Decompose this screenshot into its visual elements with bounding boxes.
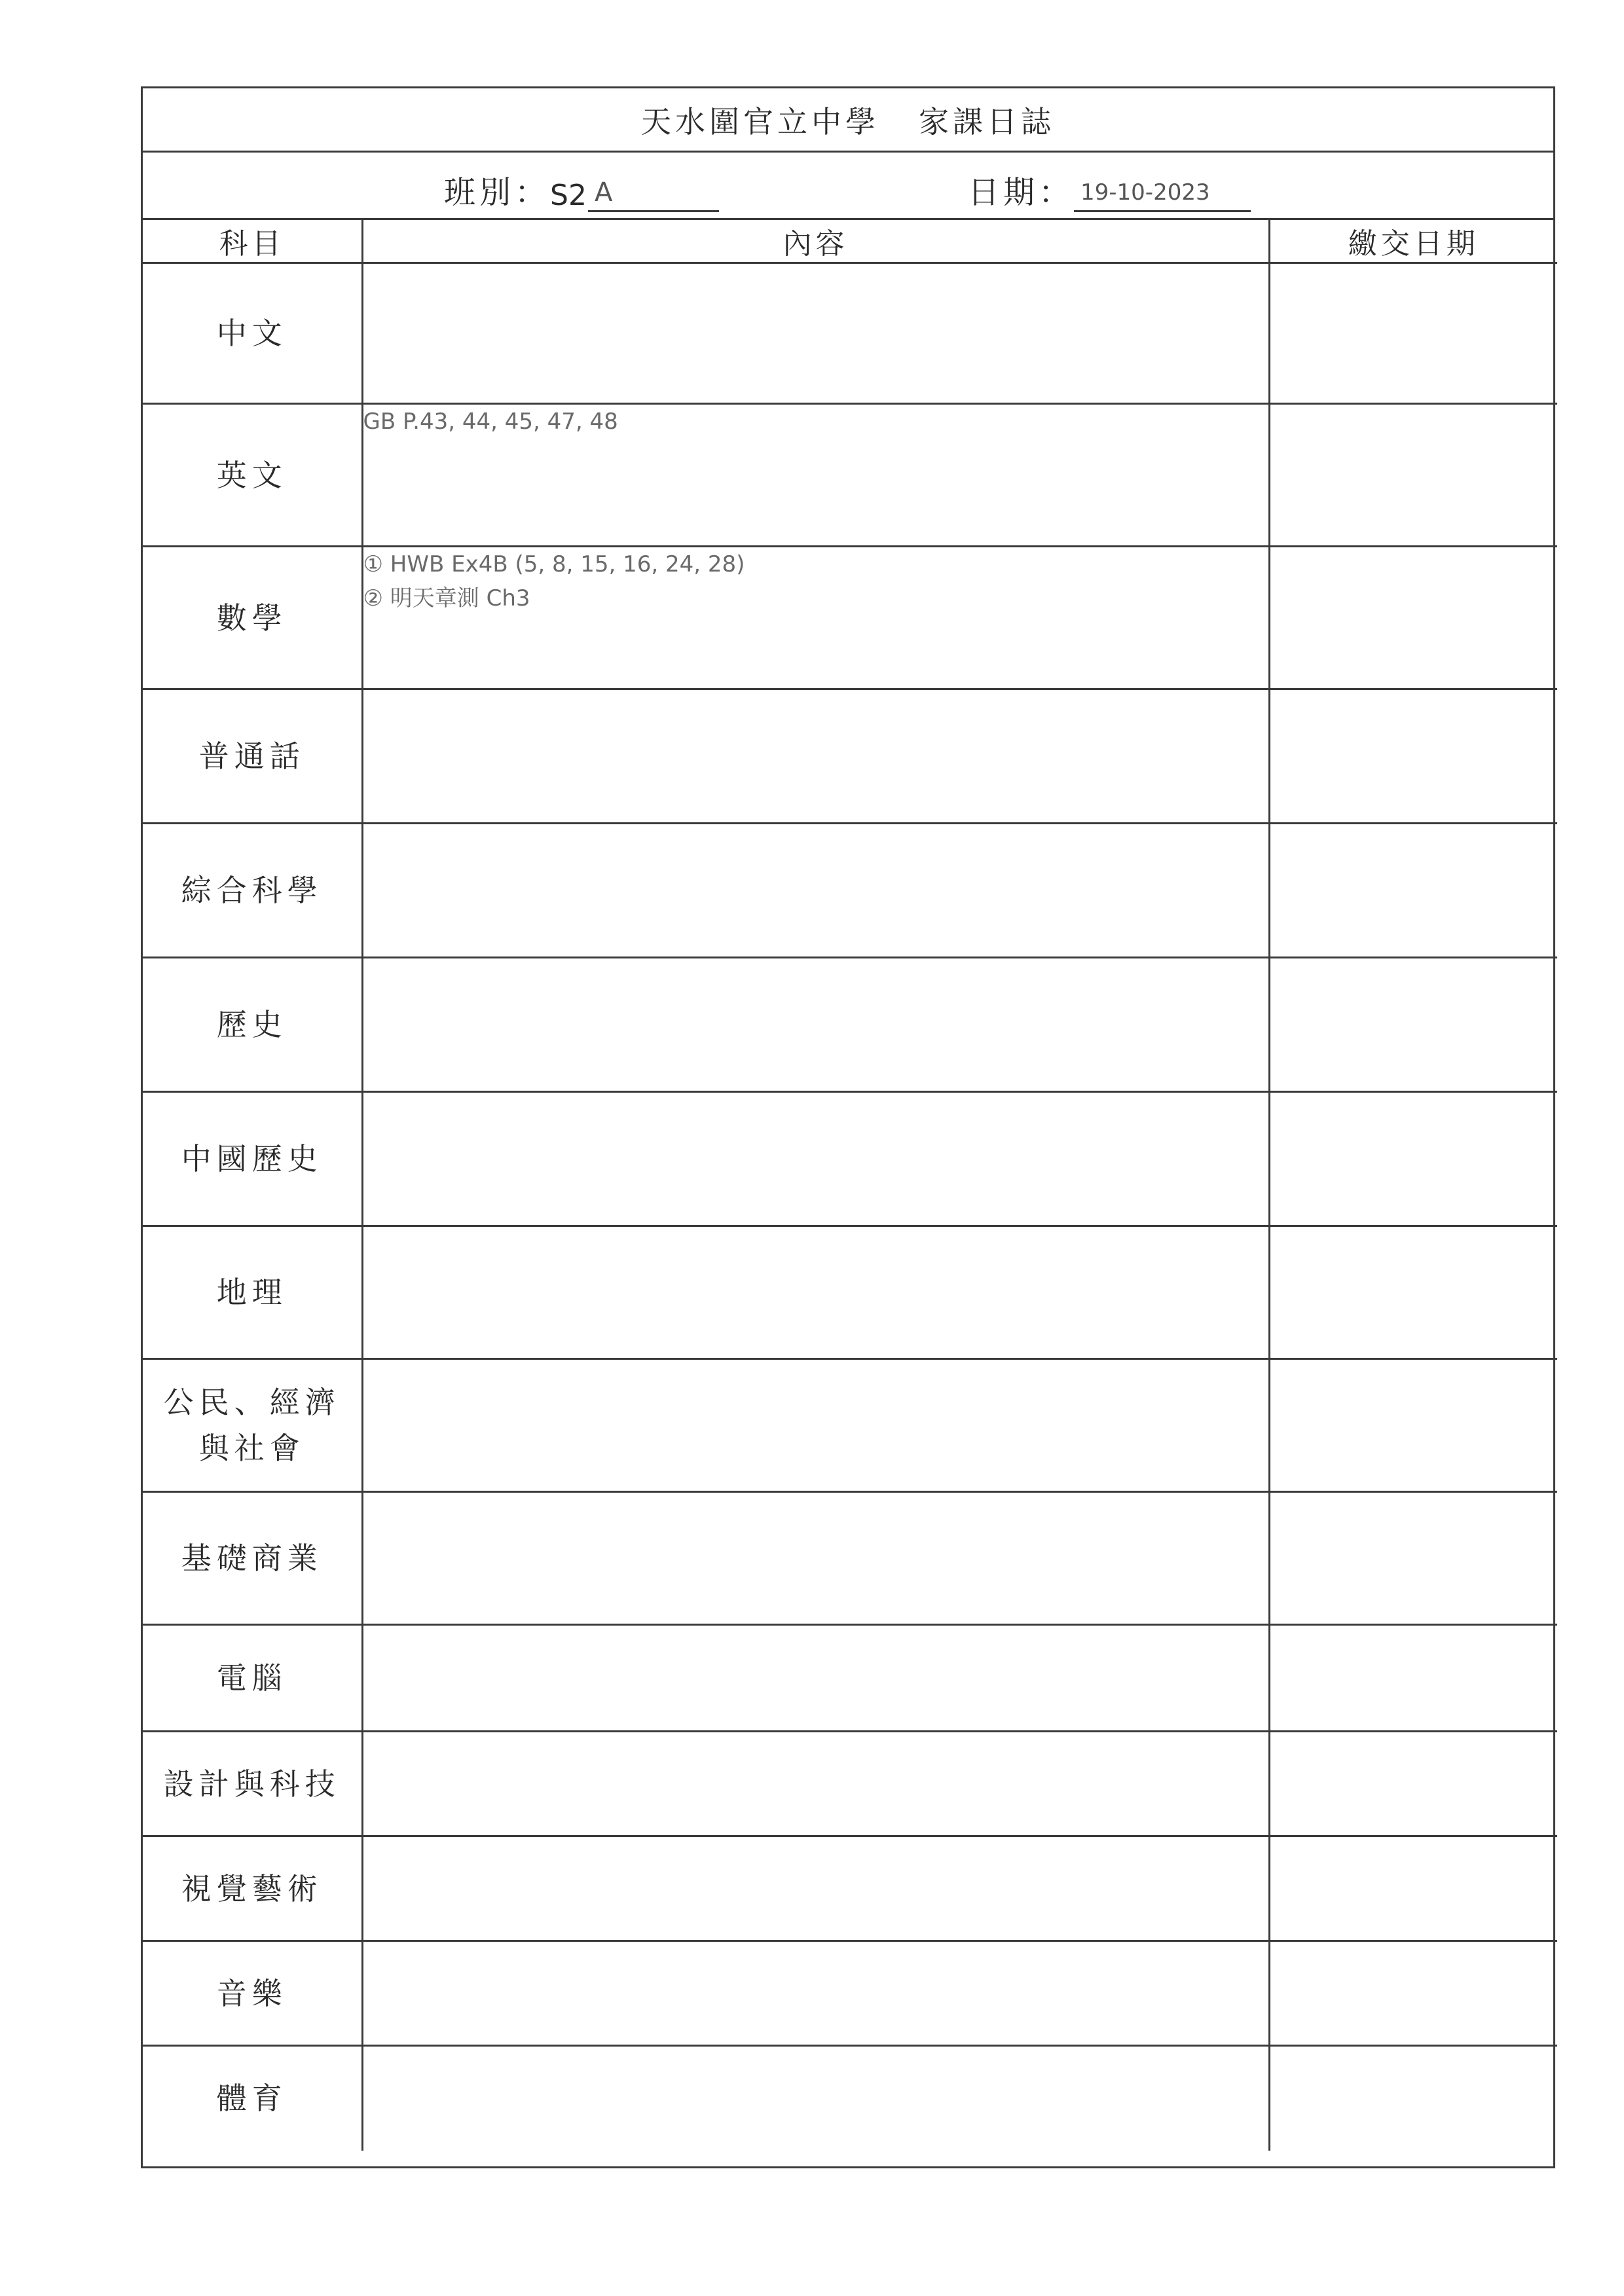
subject-name: 英文 (216, 457, 287, 493)
date-value: 19-10-2023 (1074, 175, 1251, 212)
class-label: 班別： (444, 174, 551, 211)
table-row (143, 689, 1557, 824)
table-row (143, 1092, 1557, 1226)
subject-name: 中文 (216, 316, 287, 351)
subject-name: 綜合科學 (181, 873, 323, 908)
table-row (143, 2046, 1557, 2151)
content-cell[interactable] (362, 1625, 1269, 1732)
due-date-cell[interactable] (1269, 1732, 1557, 1836)
due-date-cell[interactable] (1269, 958, 1557, 1092)
due-date-cell[interactable] (1269, 1359, 1557, 1492)
class-field (444, 167, 719, 212)
subject-name: 體育 (216, 2081, 287, 2117)
content-cell[interactable] (362, 1092, 1269, 1226)
due-date-cell[interactable] (1269, 547, 1557, 689)
table-row (143, 824, 1557, 958)
subject-name: 電腦 (216, 1660, 287, 1696)
subject-cell (143, 2046, 362, 2151)
subject-name-line2: 與社會 (198, 1430, 305, 1466)
table-row (143, 1732, 1557, 1836)
form-title (143, 88, 1553, 153)
class-value: A (588, 175, 719, 212)
subject-cell (143, 1359, 362, 1492)
due-date-cell[interactable] (1269, 1625, 1557, 1732)
meta-row (143, 153, 1553, 220)
subject-cell (143, 1732, 362, 1836)
due-date-cell[interactable] (1269, 263, 1557, 404)
subject-name: 數學 (216, 600, 287, 636)
due-date-cell[interactable] (1269, 1492, 1557, 1625)
content-line: GB P.43, 44, 45, 47, 48 (363, 409, 618, 435)
subject-cell (143, 1092, 362, 1226)
due-date-cell[interactable] (1269, 689, 1557, 824)
content-cell[interactable] (362, 1941, 1269, 2046)
due-date-cell[interactable] (1269, 1836, 1557, 1941)
content-cell[interactable] (362, 1226, 1269, 1359)
table-row (143, 1836, 1557, 1941)
content-cell[interactable] (362, 263, 1269, 404)
table-row (143, 404, 1557, 547)
due-date-cell[interactable] (1269, 2046, 1557, 2151)
content-cell[interactable] (362, 1732, 1269, 1836)
due-date-cell[interactable] (1269, 1092, 1557, 1226)
subject-name: 地理 (216, 1275, 287, 1310)
content-cell[interactable] (362, 689, 1269, 824)
subject-name: 歷史 (216, 1007, 287, 1042)
subject-name: 基礎商業 (181, 1540, 323, 1576)
subject-cell (143, 1492, 362, 1625)
subject-cell (143, 689, 362, 824)
table-row (143, 1226, 1557, 1359)
content-cell[interactable] (362, 404, 1269, 547)
subject-name: 公民、經濟 (163, 1385, 341, 1420)
subject-cell (143, 1226, 362, 1359)
table-row (143, 547, 1557, 689)
content-cell[interactable] (362, 1836, 1269, 1941)
subject-name: 設計與科技 (163, 1766, 341, 1802)
due-date-cell[interactable] (1269, 1941, 1557, 2046)
due-column-header: 繳交日期 (1269, 220, 1557, 263)
content-cell[interactable] (362, 2046, 1269, 2151)
due-date-cell[interactable] (1269, 404, 1557, 547)
log-title: 家課日誌 (919, 103, 1055, 139)
table-row (143, 263, 1557, 404)
subject-cell (143, 263, 362, 404)
subject-name: 中國歷史 (181, 1141, 323, 1176)
subject-cell (143, 404, 362, 547)
content-line: ② 明天章測 Ch3 (363, 585, 530, 611)
date-label: 日期： (968, 174, 1075, 211)
subject-name: 視覺藝術 (181, 1870, 323, 1906)
table-row (143, 1941, 1557, 2046)
content-cell[interactable] (362, 547, 1269, 689)
subject-cell (143, 547, 362, 689)
table-row (143, 1625, 1557, 1732)
subject-cell (143, 1941, 362, 2046)
table-header-row (143, 220, 1557, 263)
due-date-cell[interactable] (1269, 1226, 1557, 1359)
content-line: ① HWB Ex4B (5, 8, 15, 16, 24, 28) (363, 551, 745, 577)
class-prefix: S2 (550, 179, 587, 212)
table-row (143, 1492, 1557, 1625)
homework-log-sheet (141, 86, 1555, 2168)
subject-column-header: 科目 (143, 220, 362, 263)
subject-cell (143, 1625, 362, 1732)
subject-name: 音樂 (216, 1975, 287, 2011)
table-row (143, 1359, 1557, 1492)
subject-name: 普通話 (198, 738, 305, 774)
content-cell[interactable] (362, 824, 1269, 958)
date-field (968, 167, 1251, 212)
subject-cell (143, 1836, 362, 1941)
due-date-cell[interactable] (1269, 824, 1557, 958)
school-name: 天水圍官立中學 (641, 103, 879, 139)
content-cell[interactable] (362, 958, 1269, 1092)
table-row (143, 958, 1557, 1092)
subject-cell (143, 824, 362, 958)
content-cell[interactable] (362, 1359, 1269, 1492)
content-column-header: 內容 (362, 220, 1269, 263)
homework-table (143, 220, 1557, 2151)
subject-cell (143, 958, 362, 1092)
content-cell[interactable] (362, 1492, 1269, 1625)
